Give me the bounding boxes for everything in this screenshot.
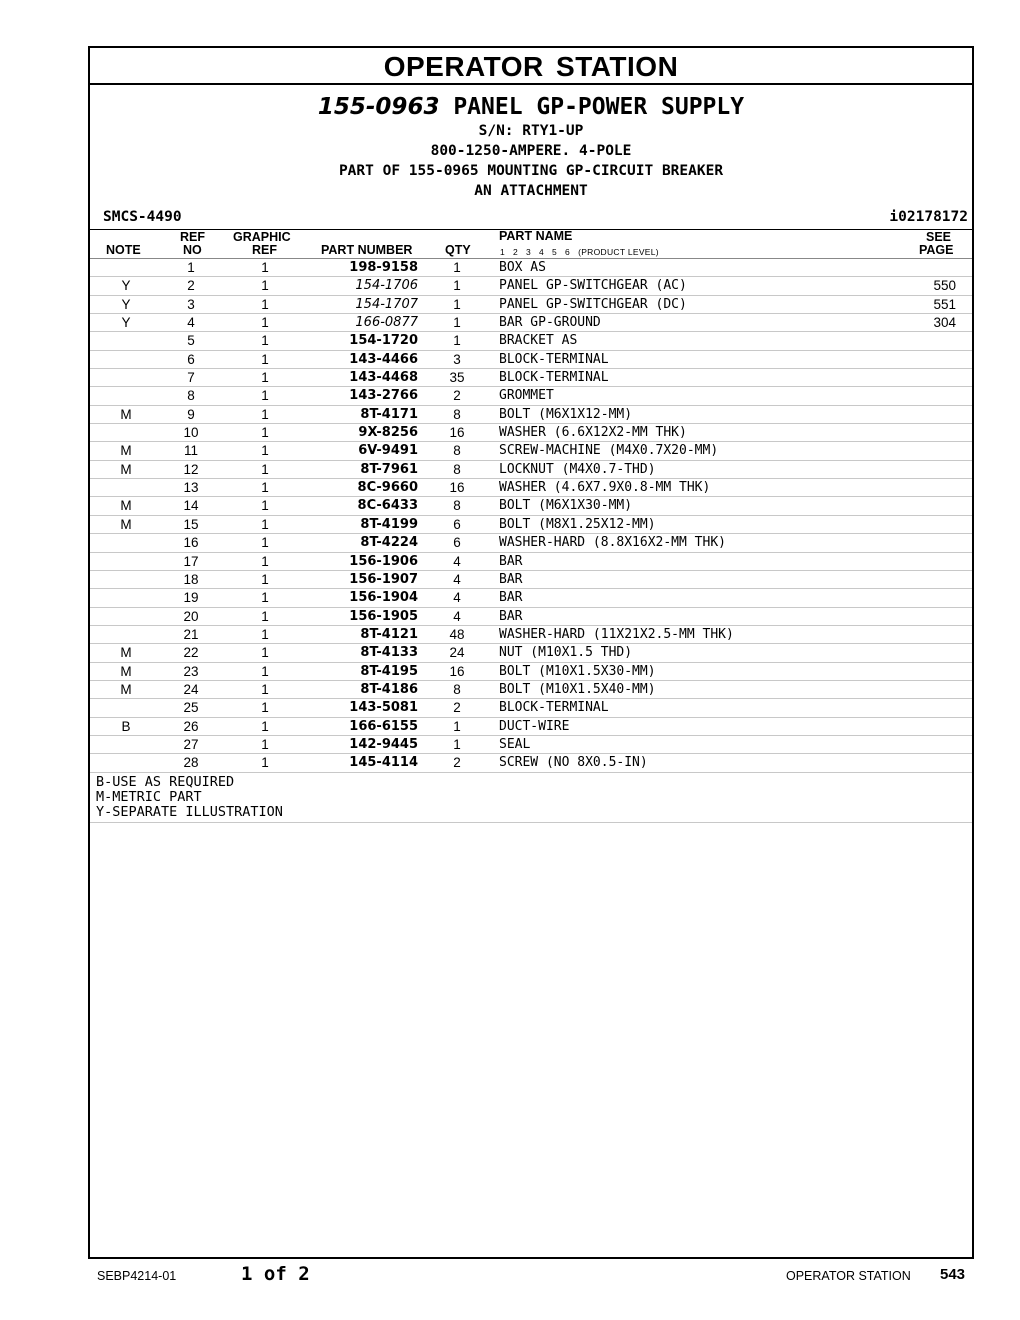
row-graphic-ref: 1 [261,333,269,349]
row-qty: 1 [453,278,461,294]
row-qty: 35 [449,370,465,386]
footer-page-number: 543 [940,1266,966,1283]
row-graphic-ref: 1 [261,443,269,459]
row-graphic-ref: 1 [261,553,269,569]
row-graphic-ref: 1 [261,461,269,477]
row-part-name: SCREW-MACHINE (M4X0.7X20-MM) [499,443,719,459]
row-graphic-ref: 1 [261,480,269,496]
row-ref-no: 21 [183,626,199,642]
row-graphic-ref: 1 [261,498,269,514]
row-note: M [120,406,132,422]
row-ref-no: 3 [187,296,195,312]
attachment-line: AN ATTACHMENT [474,183,588,199]
row-ref-no: 27 [183,736,199,752]
row-part-number: 143-4466 [349,351,418,367]
col-graphic-bottom: REF [252,243,277,257]
row-graphic-ref: 1 [261,370,269,386]
row-ref-no: 22 [183,645,199,661]
row-part-number: 8C-6433 [357,498,418,514]
row-ref-no: 25 [183,700,199,716]
table-row [90,644,972,662]
row-part-number: 154-1707 [355,296,418,312]
row-part-name: BOLT (M6X1X30-MM) [499,498,633,514]
row-see-page: 550 [933,278,956,294]
group-name: PANEL GP-POWER SUPPLY [453,94,745,120]
row-part-number: 8T-4171 [360,406,418,422]
row-ref-no: 1 [187,260,195,275]
footer-doc-id: SEBP4214-01 [97,1269,177,1283]
row-part-name: PANEL GP-SWITCHGEAR (DC) [499,296,687,312]
table-row [90,516,972,534]
row-ref-no: 19 [183,590,199,606]
col-graphic-top: GRAPHIC [233,230,291,244]
row-qty: 4 [453,571,461,587]
row-part-name: DUCT-WIRE [499,718,570,734]
row-qty: 2 [453,755,461,771]
row-part-name: BOLT (M10X1.5X40-MM) [499,681,656,697]
row-part-number: 143-4468 [349,370,418,386]
row-part-name: BRACKET AS [499,333,578,349]
row-part-number: 154-1706 [355,278,418,294]
row-qty: 8 [453,681,461,697]
page-footer [0,1263,1020,1287]
row-qty: 4 [453,590,461,606]
row-qty: 6 [453,535,461,551]
note-m: M-METRIC PART [96,788,202,805]
col-see-bottom: PAGE [919,243,954,257]
serial-range: S/N: RTY1-UP [478,123,584,139]
row-note: Y [121,315,131,331]
row-note: M [120,681,132,697]
row-part-name: BOX AS [499,260,546,275]
table-row [90,681,972,699]
row-note: M [120,443,132,459]
row-graphic-ref: 1 [261,663,269,679]
col-part-number: PART NUMBER [321,243,413,257]
row-part-number: 9X-8256 [358,425,418,441]
row-graphic-ref: 1 [261,425,269,441]
row-qty: 1 [453,296,461,312]
row-part-name: BOLT (M6X1X12-MM) [499,406,633,422]
smcs-code: SMCS-4490 [103,209,182,225]
row-part-name: BLOCK-TERMINAL [499,370,609,386]
row-graphic-ref: 1 [261,571,269,587]
row-ref-no: 16 [183,535,199,551]
row-part-name: LOCKNUT (M4X0.7-THD) [499,461,656,477]
row-ref-no: 15 [183,516,199,532]
illustration-id: i02178172 [889,209,968,225]
table-row [90,699,972,717]
row-qty: 8 [453,443,461,459]
row-part-name: WASHER-HARD (11X21X2.5-MM THK) [499,626,734,642]
row-ref-no: 28 [183,755,199,771]
row-ref-no: 9 [187,406,195,422]
row-qty: 1 [453,718,461,734]
col-ref-bottom: NO [183,243,202,257]
row-part-name: NUT (M10X1.5 THD) [499,645,633,661]
row-part-name: WASHER (4.6X7.9X0.8-MM THK) [499,480,711,496]
row-note: M [120,498,132,514]
row-ref-no: 17 [183,553,199,569]
col-see-top: SEE [926,230,952,244]
row-part-number: 166-6155 [349,718,418,734]
row-see-page: 304 [933,315,956,331]
note-b: B-USE AS REQUIRED [96,773,235,790]
row-part-number: 8T-4195 [360,663,418,679]
row-graphic-ref: 1 [261,535,269,551]
table-row [90,387,972,405]
parts-header [90,93,972,201]
note-y: Y-SEPARATE ILLUSTRATION [96,803,283,820]
row-part-number: 143-5081 [349,700,418,716]
row-graphic-ref: 1 [261,351,269,367]
row-part-number: 156-1907 [349,571,418,587]
table-row [90,534,972,552]
row-ref-no: 24 [183,681,199,697]
row-part-number: 8T-4224 [360,535,418,551]
table-row [90,589,972,607]
table-row [90,626,972,644]
table-row [90,406,972,424]
row-graphic-ref: 1 [261,388,269,404]
row-qty: 1 [453,333,461,349]
row-part-name: BAR [499,608,523,624]
row-note: M [120,663,132,679]
row-part-number: 156-1906 [349,553,418,569]
col-qty: QTY [445,243,471,257]
table-row [90,754,972,772]
row-note: M [120,645,132,661]
row-part-name: BLOCK-TERMINAL [499,351,609,367]
row-graphic-ref: 1 [261,590,269,606]
table-row [90,442,972,460]
row-part-number: 8C-9660 [357,480,418,496]
row-graphic-ref: 1 [261,296,269,312]
row-qty: 1 [453,315,461,331]
col-product-levels: 1 2 3 4 5 6 (PRODUCT LEVEL) [500,247,659,257]
parts-table [90,259,972,773]
row-ref-no: 8 [187,388,195,404]
row-ref-no: 11 [183,443,198,459]
table-row [90,296,972,314]
row-qty: 8 [453,406,461,422]
row-note: Y [121,296,131,312]
table-row [90,351,972,369]
table-row [90,259,972,277]
row-part-name: WASHER (6.6X12X2-MM THK) [499,425,687,441]
row-part-name: BAR [499,571,523,587]
row-note: M [120,461,132,477]
row-graphic-ref: 1 [261,700,269,716]
row-see-page: 551 [933,296,956,312]
footer-section: OPERATOR STATION [786,1269,911,1283]
row-qty: 16 [449,663,465,679]
row-note: M [120,516,132,532]
page-frame [88,46,974,1259]
row-part-number: 198-9158 [349,260,418,275]
row-part-name: BOLT (M8X1.25X12-MM) [499,516,656,532]
row-graphic-ref: 1 [261,315,269,331]
row-part-name: BOLT (M10X1.5X30-MM) [499,663,656,679]
row-part-number: 166-0877 [355,315,418,331]
row-ref-no: 4 [187,315,195,331]
row-qty: 2 [453,388,461,404]
table-row [90,314,972,332]
smcs-bar [90,207,972,230]
row-note: Y [121,278,131,294]
row-ref-no: 5 [187,333,195,349]
row-part-name: BLOCK-TERMINAL [499,700,609,716]
row-part-name: BAR [499,553,523,569]
row-graphic-ref: 1 [261,278,269,294]
row-part-number: 6V-9491 [358,443,418,459]
col-ref-top: REF [180,230,205,244]
row-graphic-ref: 1 [261,608,269,624]
row-part-name: SCREW (NO 8X0.5-IN) [499,755,648,771]
col-note: NOTE [106,243,141,257]
row-ref-no: 10 [183,425,199,441]
row-qty: 3 [453,351,461,367]
row-qty: 4 [453,553,461,569]
row-qty: 6 [453,516,461,532]
row-part-name: WASHER-HARD (8.8X16X2-MM THK) [499,535,726,551]
row-ref-no: 14 [183,498,199,514]
row-graphic-ref: 1 [261,681,269,697]
table-row [90,369,972,387]
table-row [90,736,972,754]
row-part-name: SEAL [499,736,531,752]
col-part-name: PART NAME [499,229,573,243]
table-row [90,571,972,589]
table-row [90,277,972,295]
row-graphic-ref: 1 [261,516,269,532]
row-qty: 8 [453,461,461,477]
row-graphic-ref: 1 [261,626,269,642]
row-qty: 16 [449,425,465,441]
row-part-number: 8T-7961 [360,461,418,477]
table-row [90,497,972,515]
table-row [90,718,972,736]
row-graphic-ref: 1 [261,718,269,734]
table-row [90,479,972,497]
row-part-number: 8T-4186 [360,681,418,697]
row-qty: 48 [449,626,465,642]
row-ref-no: 20 [183,608,199,624]
row-qty: 1 [453,260,461,275]
row-qty: 24 [449,645,465,661]
row-part-number: 8T-4121 [360,626,418,642]
row-ref-no: 18 [183,571,199,587]
row-ref-no: 6 [187,351,195,367]
row-part-number: 154-1720 [349,333,418,349]
column-headers [90,230,972,259]
row-part-name: PANEL GP-SWITCHGEAR (AC) [499,278,687,294]
row-note: B [121,718,131,734]
row-graphic-ref: 1 [261,755,269,771]
row-graphic-ref: 1 [261,260,269,275]
row-part-name: GROMMET [499,388,554,404]
row-ref-no: 26 [183,718,199,734]
notes-legend [90,773,972,823]
table-row [90,332,972,350]
table-row [90,424,972,442]
row-qty: 1 [453,736,461,752]
row-qty: 16 [449,480,465,496]
table-row [90,663,972,681]
rating-line: 800-1250-AMPERE. 4-POLE [430,143,632,159]
table-row [90,553,972,571]
row-part-number: 143-2766 [349,388,418,404]
part-of-line: PART OF 155-0965 MOUNTING GP-CIRCUIT BREAKER [338,163,724,179]
table-row [90,461,972,479]
row-part-number: 8T-4133 [360,645,418,661]
group-title [90,93,972,121]
row-part-number: 8T-4199 [360,516,418,532]
section-title: OPERATOR STATION [90,48,972,85]
row-qty: 2 [453,700,461,716]
row-part-number: 156-1904 [349,590,418,606]
row-qty: 8 [453,498,461,514]
row-graphic-ref: 1 [261,736,269,752]
row-part-number: 156-1905 [349,608,418,624]
footer-page-of: 1 of 2 [241,1263,310,1285]
row-ref-no: 2 [187,278,195,294]
row-ref-no: 13 [183,480,199,496]
row-ref-no: 23 [183,663,199,679]
row-graphic-ref: 1 [261,645,269,661]
row-part-number: 142-9445 [349,736,418,752]
row-ref-no: 12 [183,461,199,477]
row-part-number: 145-4114 [349,755,418,771]
group-part-number: 155-0963 [317,94,440,120]
table-row [90,608,972,626]
row-part-name: BAR [499,590,523,606]
row-ref-no: 7 [187,370,195,386]
row-qty: 4 [453,608,461,624]
row-part-name: BAR GP-GROUND [499,315,601,331]
row-graphic-ref: 1 [261,406,269,422]
